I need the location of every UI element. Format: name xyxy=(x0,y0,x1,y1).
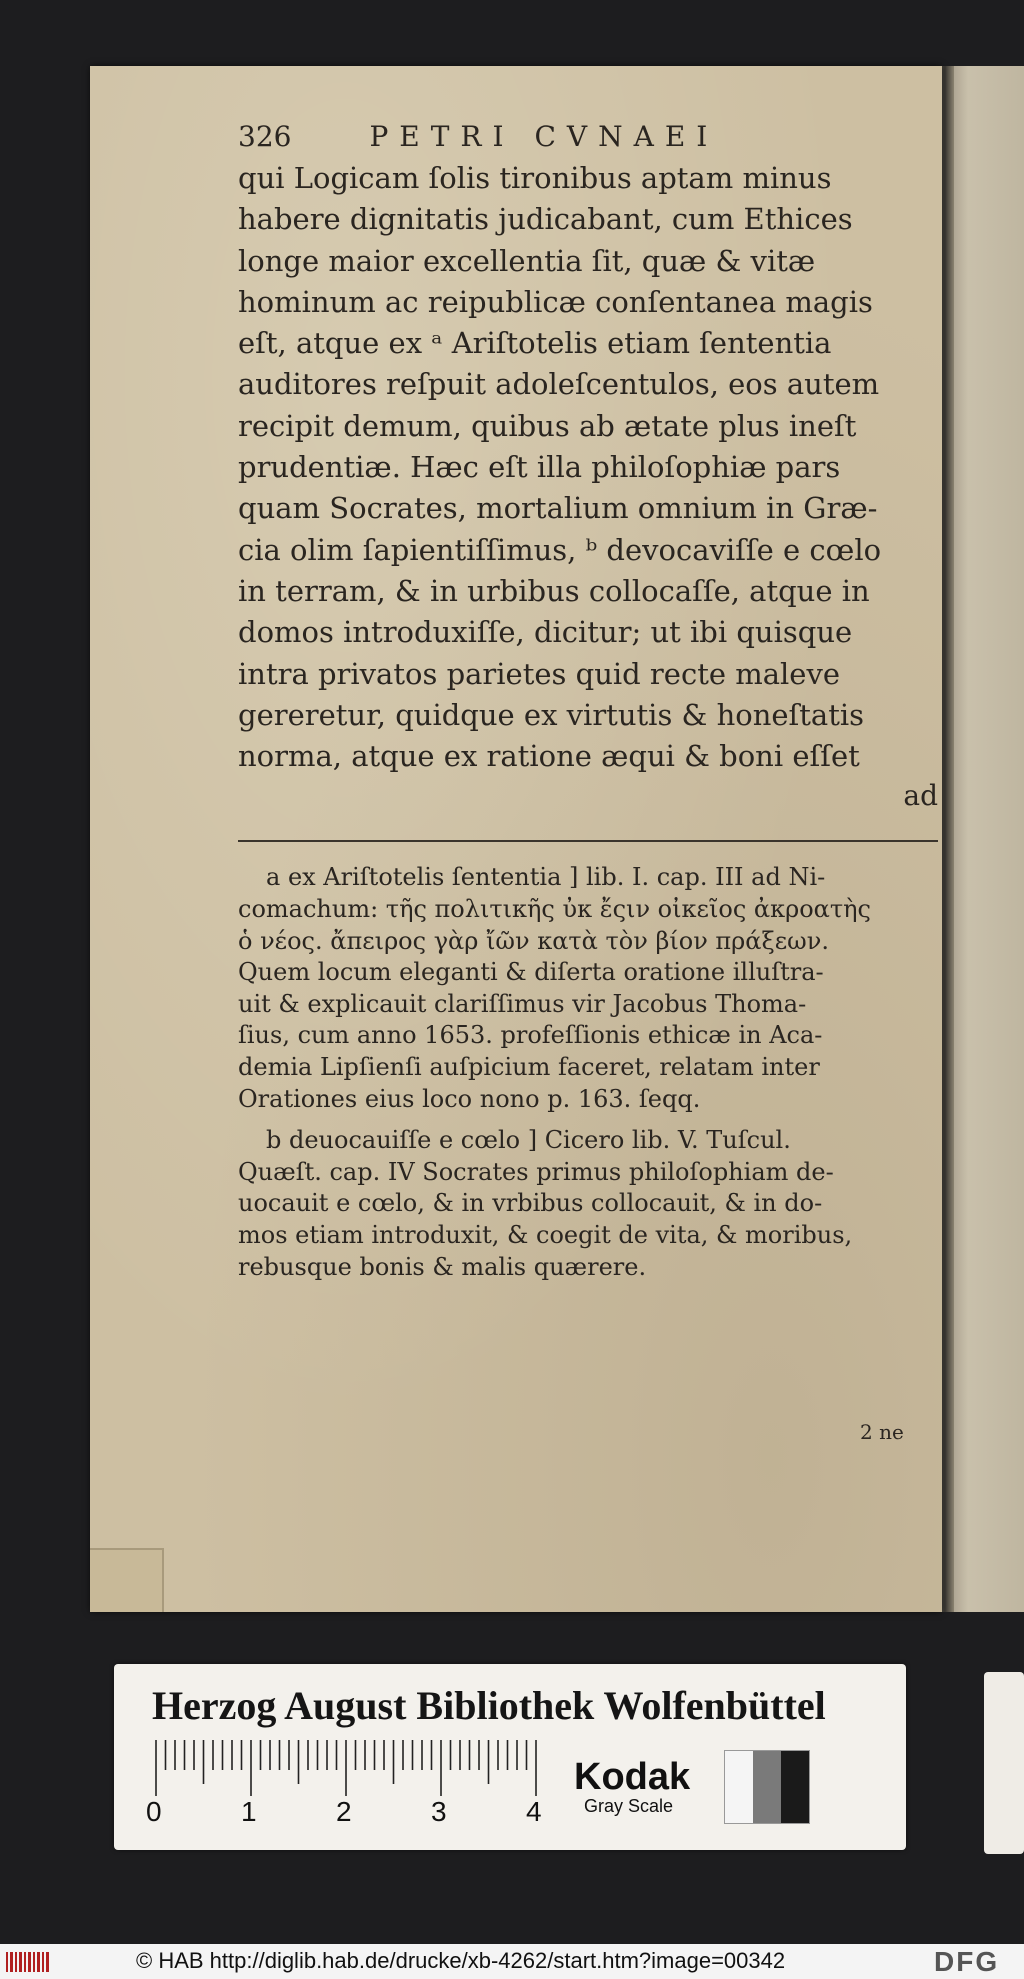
footnote-line: a ex Ariſtotelis ſententia ] lib. I. cap. III ad Ni- xyxy=(266,863,826,892)
ruler-icon xyxy=(154,1740,544,1800)
text-line: gereretur, quidque ex virtutis & honeſtatis xyxy=(238,697,865,732)
footnote-rule xyxy=(238,840,938,842)
footnote-line: demia Lipſienſi auſpicium faceret, relatam inter xyxy=(238,1053,820,1082)
library-name: Herzog August Bibliothek Wolfenbüttel xyxy=(152,1683,826,1728)
footnote-line: b deuocauiſſe e cœlo ] Cicero lib. V. Tuſcul. xyxy=(266,1126,791,1155)
gray-scale-label: Gray Scale xyxy=(584,1796,674,1816)
text-line: domos introduxiſſe, dicitur; ut ibi quisque xyxy=(238,615,853,650)
hab-logo-icon xyxy=(6,1950,50,1974)
next-page-edge xyxy=(944,66,1024,1612)
page-number: 326 xyxy=(238,120,292,153)
footnote-line: Quem locum eleganti & diſerta oratione illuſtra- xyxy=(238,958,824,987)
gray-scale-swatches xyxy=(724,1750,810,1824)
footnote-line: Quæſt. cap. IV Socrates primus philoſophiam de- xyxy=(238,1157,834,1186)
ruler-number: 2 xyxy=(336,1796,352,1827)
main-text xyxy=(238,158,938,777)
footnotes xyxy=(238,862,938,1283)
kodak-brand: Kodak xyxy=(574,1756,691,1798)
footnote-line: comachum: τῆς πολιτικῆς ὐκ ἔςιν οἰκεῖος ἀκροατὴς xyxy=(238,895,871,924)
text-line: quam Socrates, mortalium omnium in Græ- xyxy=(238,491,878,526)
running-title: PETRI CVNAEI xyxy=(369,120,719,153)
library-card-partial xyxy=(984,1672,1024,1854)
ruler-number: 4 xyxy=(526,1796,542,1827)
footnote-line: ſius, cum anno 1653. profeſſionis ethicæ in Aca- xyxy=(238,1021,823,1050)
text-line: norma, atque ex ratione æqui & boni eſſet xyxy=(238,739,860,774)
footnote-line: mos etiam introduxit, & coegit de vita, & moribus, xyxy=(238,1220,853,1249)
ruler-number: 1 xyxy=(241,1796,257,1827)
text-line: cia olim ſapientiſſimus, ᵇ devocaviſſe e cœlo xyxy=(238,532,882,567)
text-line: in terram, & in urbibus collocaſſe, atque in xyxy=(238,573,870,608)
text-line: qui Logicam ſolis tironibus aptam minus xyxy=(238,161,832,195)
page-text-block xyxy=(238,120,938,1283)
text-line: auditores reſpuit adoleſcentulos, eos autem xyxy=(238,367,880,402)
catchword: ad xyxy=(903,779,938,813)
text-line: eſt, atque ex ᵃ Ariſtotelis etiam ſententia xyxy=(238,326,832,361)
text-line: habere dignitatis judicabant, cum Ethices xyxy=(238,202,853,237)
ruler-numbers xyxy=(146,1796,566,1836)
footnote-line: Orationes eius loco nono p. 163. ſeqq. xyxy=(238,1084,701,1113)
ruler-number: 3 xyxy=(431,1796,447,1827)
copyright-url[interactable]: © HAB http://diglib.hab.de/drucke/xb-4262/start.htm?image=00342 xyxy=(136,1948,786,1973)
running-head xyxy=(238,120,938,156)
text-line: prudentiæ. Hæc eſt illa philoſophiæ pars xyxy=(238,450,841,485)
gray-swatch xyxy=(725,1751,753,1823)
footer-bar xyxy=(0,1944,1024,1979)
text-line: longe maior excellentia ſit, quæ & vitæ xyxy=(238,243,816,278)
footnote-line: ὁ νέος. ἄπειρος γὰρ ἴῶν κατὰ τὸν βίον πράξεων. xyxy=(238,926,829,955)
footnote-line: rebusque bonis & malis quærere. xyxy=(238,1252,647,1281)
gray-swatch xyxy=(781,1751,809,1823)
signature-mark: 2 ne xyxy=(860,1420,904,1444)
footnote-line: uit & explicauit clariſſimus vir Jacobus Thoma- xyxy=(238,989,807,1018)
dfg-logo: DFG xyxy=(934,1946,1000,1977)
text-line: intra privatos parietes quid recte maleve xyxy=(238,656,841,691)
page-corner xyxy=(90,1548,164,1612)
ruler-number: 0 xyxy=(146,1796,162,1827)
gray-swatch xyxy=(753,1751,781,1823)
text-line: recipit demum, quibus ab ætate plus ineſt xyxy=(238,408,857,443)
library-card xyxy=(114,1664,906,1850)
text-line: hominum ac reipublicæ conſentanea magis xyxy=(238,284,873,319)
footnote-line: uocauit e cœlo, & in vrbibus collocauit, & in do- xyxy=(238,1189,823,1218)
